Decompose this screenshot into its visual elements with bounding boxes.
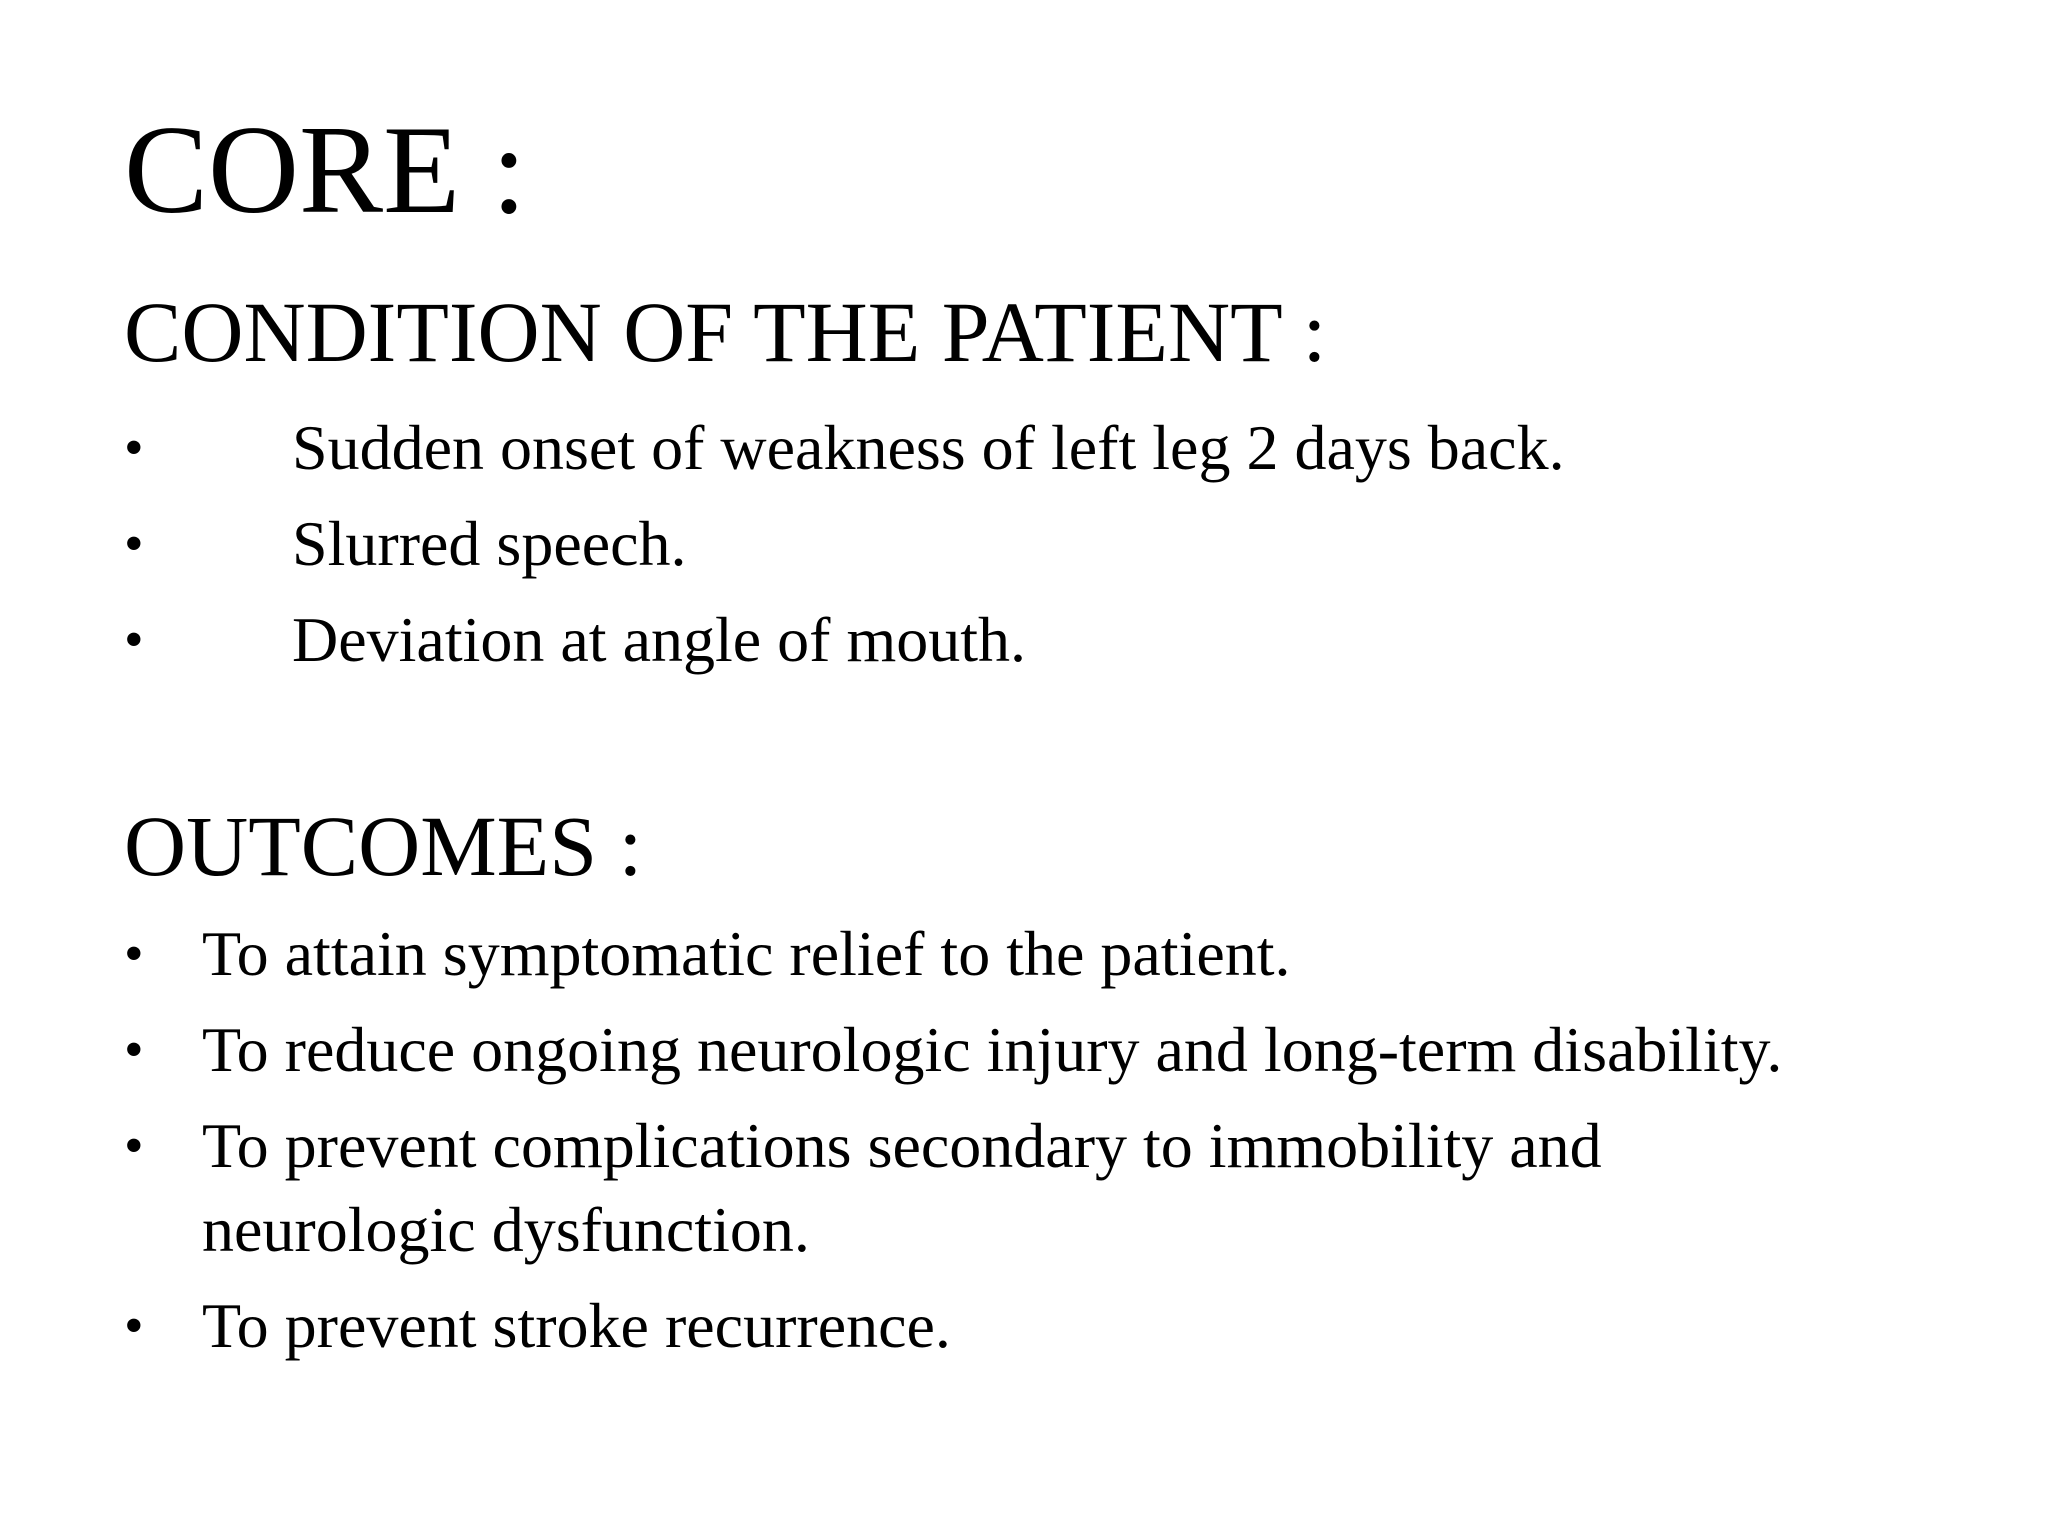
- condition-item-text: Slurred speech.: [292, 508, 687, 579]
- bullet-icon: •: [124, 923, 144, 985]
- outcome-item-text: To prevent complications secondary to immobility and neurologic dysfunction.: [202, 1110, 1602, 1265]
- list-item: [124, 1284, 2002, 1368]
- bullet-icon: •: [124, 1115, 144, 1177]
- bullet-icon: •: [124, 1295, 144, 1357]
- outcome-item-text: To prevent stroke recurrence.: [202, 1290, 951, 1361]
- outcomes-list: [124, 912, 2002, 1380]
- outcomes-heading: OUTCOMES :: [124, 798, 643, 894]
- condition-item-text: Sudden onset of weakness of left leg 2 days back.: [292, 412, 1565, 483]
- outcome-item-text: To attain symptomatic relief to the patient.: [202, 918, 1291, 989]
- list-item: [124, 1008, 2002, 1092]
- outcome-item-text: To reduce ongoing neurologic injury and long-term disability.: [202, 1014, 1783, 1085]
- bullet-icon: •: [124, 417, 144, 479]
- condition-item-text: Deviation at angle of mouth.: [292, 604, 1027, 675]
- list-item: [124, 1104, 2002, 1272]
- bullet-icon: •: [124, 609, 144, 671]
- bullet-icon: •: [124, 1019, 144, 1081]
- list-item: [124, 912, 2002, 996]
- slide-title: CORE :: [124, 101, 527, 240]
- bullet-icon: •: [124, 513, 144, 575]
- condition-heading: CONDITION OF THE PATIENT :: [124, 284, 1327, 380]
